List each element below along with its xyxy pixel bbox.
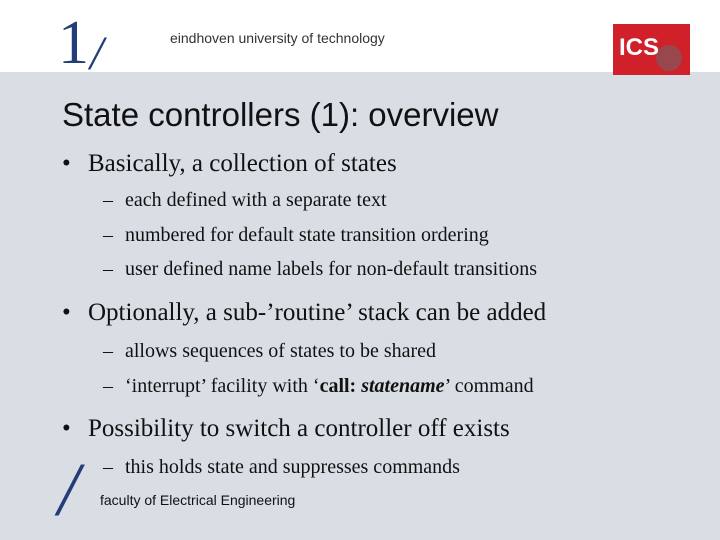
bullet-2 (62, 299, 546, 327)
sub-bullet-text: user defined name labels for non-default transitions (125, 258, 538, 280)
bullet-dot: • (62, 299, 71, 326)
sub-bullet-1-2: – numbered for default state transition ordering (103, 224, 489, 246)
sub-bullet-text-suffix: ’ command (444, 375, 534, 397)
tue-logo-slash: / (90, 27, 104, 80)
tue-logo-number: 1 (58, 9, 89, 77)
call-keyword: call: (319, 375, 362, 397)
university-name: eindhoven university of technology (170, 30, 385, 46)
ics-logo-text: ICS (619, 34, 660, 61)
faculty-name: faculty of Electrical Engineering (100, 492, 296, 508)
slide-title: State controllers (1): overview (62, 96, 499, 133)
sub-bullet-1-1: – each defined with a separate text (103, 189, 387, 211)
sub-bullet-text: each defined with a separate text (125, 189, 387, 211)
bullet-1-text: Basically, a collection of states (88, 150, 397, 177)
sub-bullet-2-1: – allows sequences of states to be shared (103, 340, 437, 362)
sub-bullet-text: numbered for default state transition ordering (125, 224, 489, 246)
sub-bullet-1-3: – user defined name labels for non-default transitions (103, 258, 538, 280)
bullet-dot: • (62, 415, 71, 442)
sub-bullet-2-2: – ‘interrupt’ facility with ‘call: statename’ command (103, 375, 534, 397)
bullet-2-text: Optionally, a sub-’routine’ stack can be added (88, 299, 547, 326)
bullet-3 (62, 415, 510, 443)
sub-bullet-text: allows sequences of states to be shared (125, 340, 437, 362)
bullet-dot: • (62, 150, 71, 177)
bullet-3-text: Possibility to switch a controller off exists (88, 415, 510, 442)
sub-bullet-text: ‘interrupt’ facility with ‘ (125, 375, 320, 397)
sub-bullet-text: this holds state and suppresses commands (125, 456, 460, 478)
ics-logo (613, 24, 690, 75)
footer-slash: / (58, 448, 80, 532)
sub-bullet-3-1: – this holds state and suppresses commands (103, 456, 460, 478)
statename-keyword: statename (361, 375, 445, 397)
bullet-1 (62, 150, 397, 178)
